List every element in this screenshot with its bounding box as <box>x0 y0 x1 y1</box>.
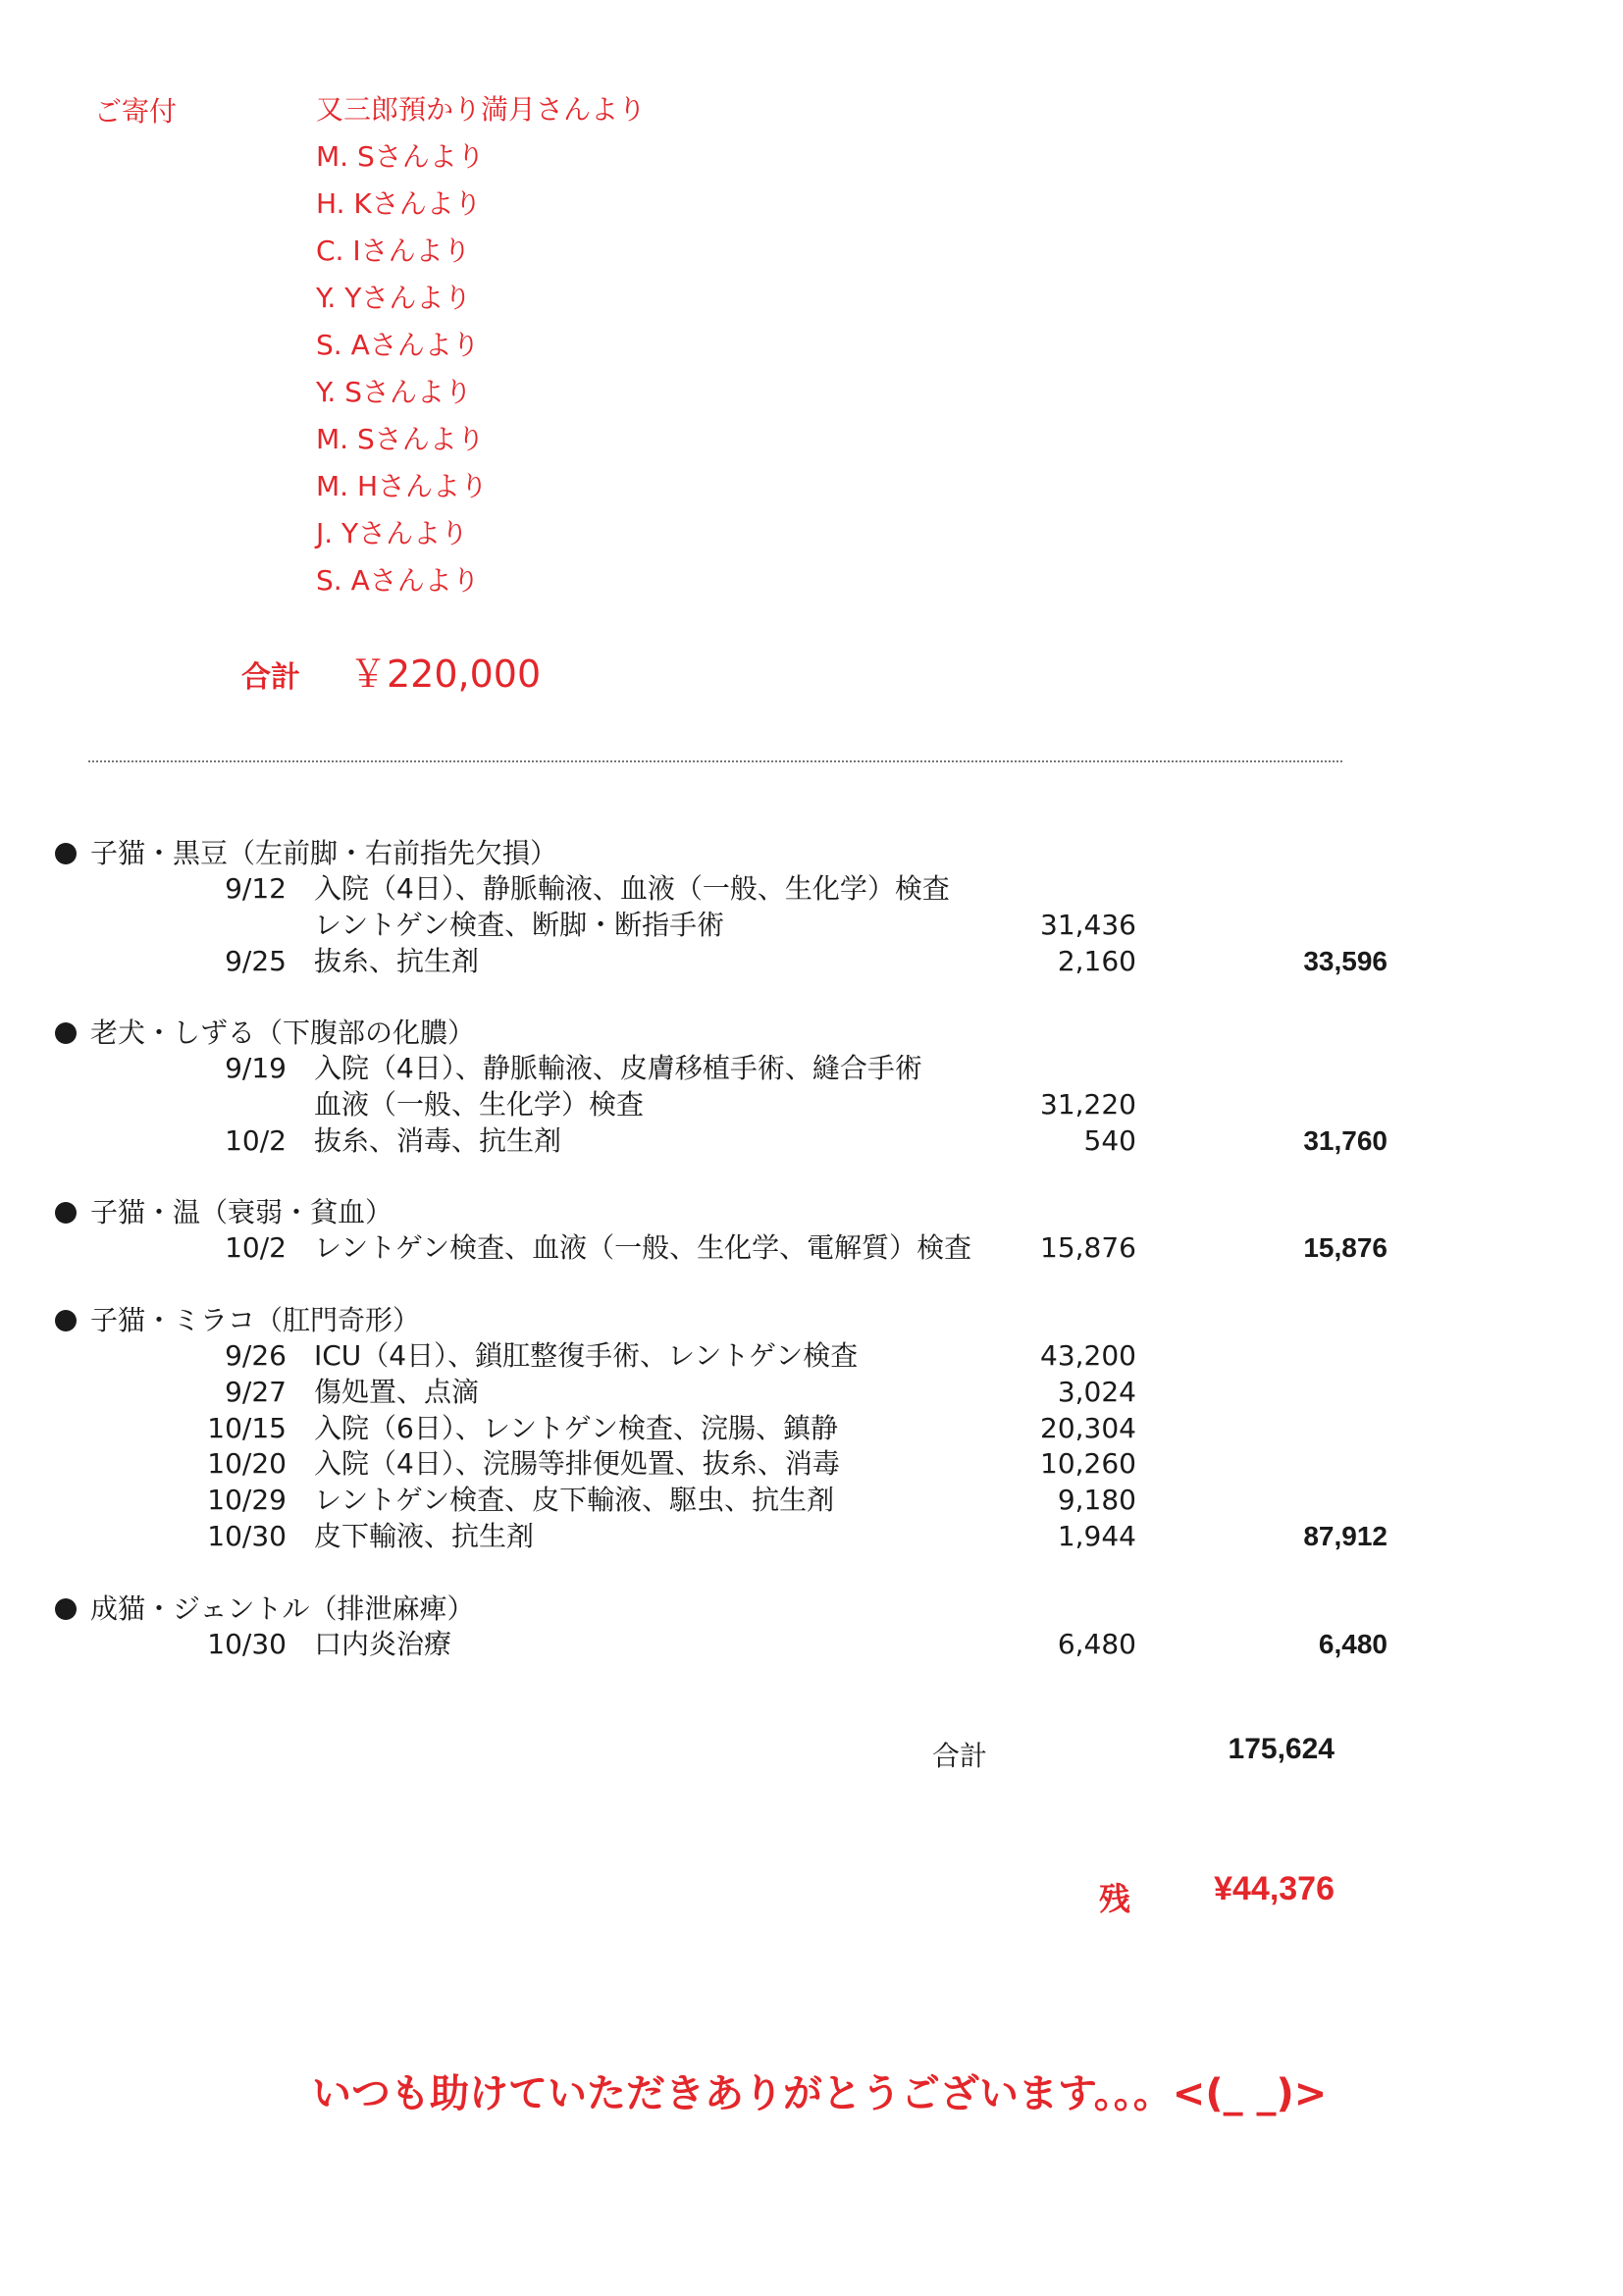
expense-section-title: 成猫・ジェントル（排泄麻痺） <box>51 1592 1346 1627</box>
expense-description: レントゲン検査、断脚・断指手術 <box>314 908 725 941</box>
expense-section <box>51 1195 1387 1267</box>
expense-amount: 6,480 <box>1057 1628 1136 1660</box>
expense-description: 入院（4日）、静脈輸液、皮膚移植手術、縫合手術 <box>314 1052 922 1084</box>
expense-section-title: 老犬・しずる（下腹部の化膿） <box>51 1016 1346 1051</box>
expense-amount: 10,260 <box>1040 1447 1136 1481</box>
expense-description: 傷処置、点滴 <box>314 1375 480 1408</box>
expense-row <box>51 1519 1387 1555</box>
expense-row <box>51 1338 1346 1375</box>
donor-item: 又三郎預かり満月さんより <box>316 93 647 126</box>
expense-row <box>51 871 1346 908</box>
expense-row <box>51 1087 1346 1123</box>
expense-amount: 43,200 <box>1040 1339 1136 1372</box>
expense-description: レントゲン検査、血液（一般、生化学、電解質）検査 <box>314 1231 972 1264</box>
expense-row <box>51 1230 1387 1267</box>
donor-item: M. Sさんより <box>316 140 485 173</box>
expense-row <box>51 1483 1346 1519</box>
expense-row <box>51 1051 1346 1087</box>
donor-list <box>316 86 646 604</box>
expense-description: 入院（4日）、静脈輸液、血液（一般、生化学）検査 <box>314 872 950 905</box>
expense-date: 10/30 <box>207 1519 287 1552</box>
bullet-icon <box>55 1598 77 1620</box>
donor-item: M. Hさんより <box>316 470 489 502</box>
expense-amount: 15,876 <box>1040 1231 1136 1264</box>
expense-description: 口内炎治療 <box>314 1628 452 1660</box>
donations-label: ご寄付 <box>94 95 178 128</box>
donor-item: Y. Yさんより <box>316 282 472 314</box>
expense-section <box>51 836 1387 979</box>
donor-item: Y. Sさんより <box>316 376 473 408</box>
expense-section <box>51 1303 1387 1555</box>
donor-item: S. Aさんより <box>316 564 480 597</box>
expense-amount: 3,024 <box>1057 1375 1136 1408</box>
expense-date: 9/26 <box>225 1339 287 1372</box>
remainder-label: 残 <box>1099 1880 1131 1917</box>
bullet-icon <box>55 1022 77 1044</box>
expense-amount: 31,436 <box>1040 908 1136 941</box>
expense-amount: 31,220 <box>1040 1087 1136 1121</box>
expense-date: 10/2 <box>225 1231 287 1264</box>
expense-total-label: 合計 <box>932 1740 988 1772</box>
expense-date: 9/27 <box>225 1375 287 1408</box>
expense-date: 10/15 <box>207 1411 287 1444</box>
expense-section-title: 子猫・温（衰弱・貧血） <box>51 1195 1346 1230</box>
donations-total-label: 合計 <box>241 660 300 695</box>
expense-date: 10/20 <box>207 1447 287 1481</box>
expense-row <box>51 1123 1387 1160</box>
expense-date: 9/12 <box>225 872 287 905</box>
expense-row <box>51 944 1387 980</box>
expense-row <box>51 1411 1346 1447</box>
remainder-value: ¥44,376 <box>1214 1870 1335 1907</box>
expense-description: 皮下輸液、抗生剤 <box>314 1519 535 1552</box>
expense-description: 入院（4日）、浣腸等排便処置、抜糸、消毒 <box>314 1447 840 1481</box>
expense-total-value: 175,624 <box>1228 1733 1335 1765</box>
expense-row <box>51 908 1346 944</box>
expense-amount: 9,180 <box>1057 1484 1136 1517</box>
bullet-icon <box>55 1310 77 1331</box>
expense-date: 9/19 <box>225 1052 287 1084</box>
expense-amount: 1,944 <box>1057 1519 1136 1552</box>
thanks-message: いつも助けていただきありがとうございます。。。<(_ _)> <box>312 2071 1328 2116</box>
donor-item: J. Yさんより <box>316 517 469 549</box>
expense-row <box>51 1375 1346 1411</box>
expense-description: 血液（一般、生化学）検査 <box>314 1087 645 1121</box>
expense-section <box>51 1592 1387 1663</box>
expense-date: 9/25 <box>225 944 287 977</box>
section-divider <box>88 760 1342 762</box>
donor-item: S. Aさんより <box>316 329 480 361</box>
expense-amount: 540 <box>1083 1123 1136 1157</box>
expense-description: 抜糸、抗生剤 <box>314 944 480 977</box>
expense-description: 入院（6日）、レントゲン検査、浣腸、鎮静 <box>314 1411 838 1444</box>
expense-subtotal: 15,876 <box>1303 1232 1387 1263</box>
expense-description: ICU（4日）、鎖肛整復手術、レントゲン検査 <box>314 1339 859 1372</box>
expense-description: 抜糸、消毒、抗生剤 <box>314 1123 562 1157</box>
bullet-icon <box>55 1202 77 1224</box>
expense-row <box>51 1627 1387 1663</box>
donations-total-value: ￥220,000 <box>349 652 542 696</box>
donor-item: M. Sさんより <box>316 423 485 455</box>
expense-date: 10/2 <box>225 1123 287 1157</box>
expense-section-title: 子猫・ミラコ（肛門奇形） <box>51 1303 1346 1338</box>
expense-subtotal: 33,596 <box>1303 945 1387 976</box>
expense-section-title: 子猫・黒豆（左前脚・右前指先欠損） <box>51 836 1346 871</box>
expense-section <box>51 1016 1387 1159</box>
expense-subtotal: 6,480 <box>1318 1629 1387 1659</box>
expense-row <box>51 1446 1346 1483</box>
expense-date: 10/29 <box>207 1484 287 1517</box>
expense-subtotal: 87,912 <box>1303 1520 1387 1551</box>
expense-amount: 20,304 <box>1040 1411 1136 1444</box>
expense-amount: 2,160 <box>1057 944 1136 977</box>
bullet-icon <box>55 843 77 864</box>
expense-description: レントゲン検査、皮下輸液、駆虫、抗生剤 <box>314 1484 835 1517</box>
donor-item: C. Iさんより <box>316 235 471 267</box>
donor-item: H. Kさんより <box>316 187 482 220</box>
expense-date: 10/30 <box>207 1628 287 1660</box>
expense-subtotal: 31,760 <box>1303 1124 1387 1156</box>
